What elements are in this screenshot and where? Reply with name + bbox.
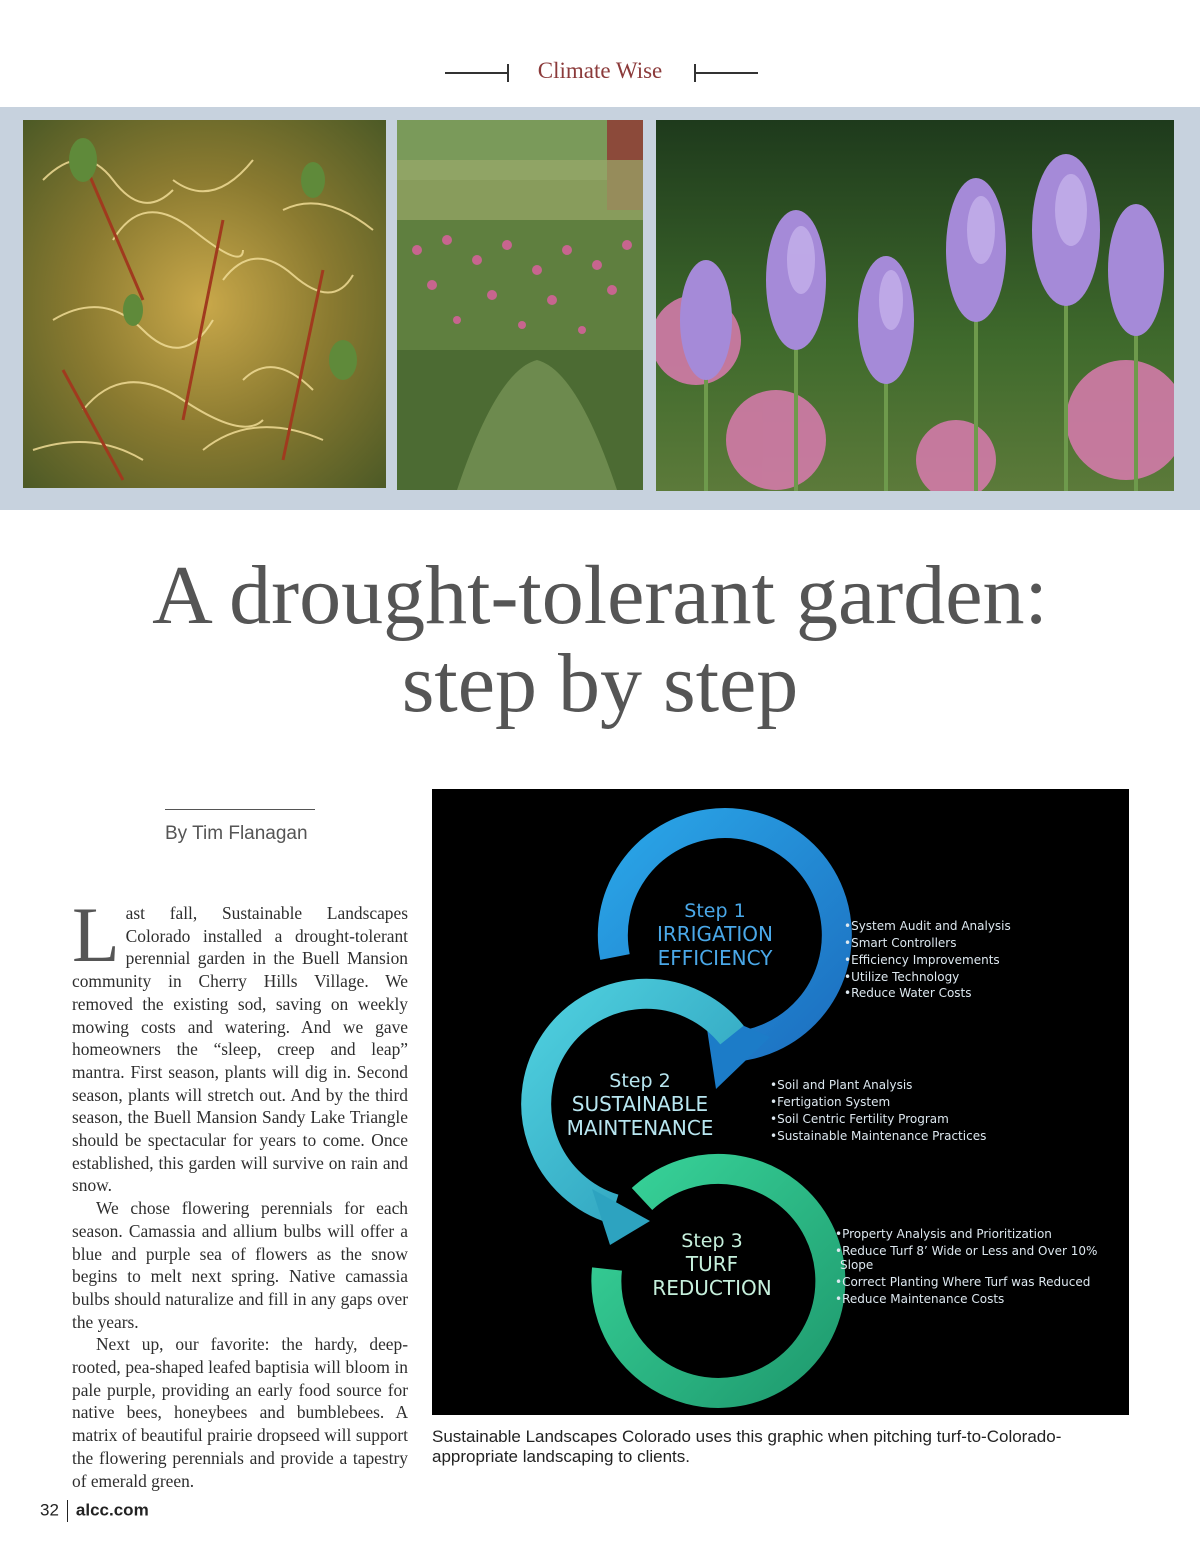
footer-divider bbox=[67, 1500, 68, 1522]
step-2-label: Step 2 bbox=[609, 1070, 671, 1092]
step-1-bullet: •System Audit and Analysis bbox=[844, 919, 1011, 933]
step-2-bullet: •Soil and Plant Analysis bbox=[770, 1078, 913, 1092]
step-1-bullet: •Smart Controllers bbox=[844, 936, 957, 950]
coneflower-garden-photo bbox=[397, 120, 643, 490]
drop-cap: L bbox=[72, 891, 120, 978]
seed-plumes-photo bbox=[23, 120, 386, 488]
paragraph-1 bbox=[72, 891, 408, 1197]
step-3-title-2: REDUCTION bbox=[652, 1276, 772, 1300]
paragraph-3: Next up, our favorite: the hardy, deep-rooted, pea-shaped leafed baptisia will bloom in pale purple, providing an early food source for native bees, honeybees and bumblebees. A matrix of beautiful prairie dropseed will support the flowering perennials and provide a tapestry of emerald green. bbox=[72, 1334, 408, 1491]
article-body bbox=[72, 891, 408, 1492]
article-title bbox=[0, 549, 1200, 730]
title-line-1: A drought-tolerant garden: bbox=[152, 549, 1048, 642]
step-2-bullet: •Soil Centric Fertility Program bbox=[770, 1112, 949, 1126]
step-1-title-2: EFFICIENCY bbox=[657, 946, 773, 970]
section-header bbox=[0, 56, 1200, 90]
step-3-bullet: •Correct Planting Where Turf was Reduced bbox=[835, 1275, 1091, 1289]
header-rule-left bbox=[445, 72, 509, 74]
step-3-title-1: TURF bbox=[685, 1252, 739, 1276]
step-1-bullet: •Utilize Technology bbox=[844, 970, 960, 984]
step-1-label: Step 1 bbox=[684, 900, 746, 922]
paragraph-1-text: ast fall, Sustainable Landscapes Colorado installed a drought-tolerant perennial garden in the Buell Mansion community in Cherry Hills Village. We removed the existing sod, saving on weekly mowing costs and watering. And we gave homeowners the “sleep, creep and leap” mantra. First season, plants will dig in. Second season, plants will stretch out. And by the third season, the Buell Mansion Sandy Lake Triangle should be spectacular for years to come. Once established, this garden will survive on rain and snow. bbox=[72, 903, 408, 1196]
page-footer bbox=[40, 1500, 149, 1522]
step-1-bullet: •Reduce Water Costs bbox=[844, 986, 972, 1000]
process-graphic bbox=[432, 789, 1129, 1415]
camassia-flowers-photo bbox=[656, 120, 1174, 491]
graphic-caption: Sustainable Landscapes Colorado uses this graphic when pitching turf-to-Colorado-appropriate landscaping to clients. bbox=[432, 1427, 1062, 1466]
page-number: 32 bbox=[40, 1500, 59, 1520]
step-3-label: Step 3 bbox=[681, 1230, 743, 1252]
title-line-2: step by step bbox=[401, 637, 799, 730]
byline: By Tim Flanagan bbox=[165, 823, 308, 844]
paragraph-2: We chose flowering perennials for each season. Camassia and allium bulbs will offer a blue and purple sea of flowers as the snow begins to melt next spring. Native camassia bulbs should naturalize and fill in any gaps over the years. bbox=[72, 1198, 408, 1332]
byline-rule bbox=[165, 809, 315, 810]
step-1-bullet: •Efficiency Improvements bbox=[844, 953, 1000, 967]
step-2-title-1: SUSTAINABLE bbox=[571, 1092, 709, 1116]
header-rule-right bbox=[694, 72, 758, 74]
step-2-title-2: MAINTENANCE bbox=[566, 1116, 714, 1140]
photo-band bbox=[0, 107, 1200, 510]
step-1-title-1: IRRIGATION bbox=[656, 922, 774, 946]
step-3-bullet: •Property Analysis and Prioritization bbox=[835, 1227, 1052, 1241]
site-link[interactable]: alcc.com bbox=[75, 1500, 149, 1520]
step-2-bullet: •Sustainable Maintenance Practices bbox=[770, 1129, 987, 1143]
step-3-bullet: Slope bbox=[840, 1258, 874, 1272]
step-3-bullet: •Reduce Maintenance Costs bbox=[835, 1292, 1005, 1306]
step-2-bullet: •Fertigation System bbox=[770, 1095, 891, 1109]
step-3-bullet: •Reduce Turf 8’ Wide or Less and Over 10% bbox=[835, 1244, 1098, 1258]
section-label: Climate Wise bbox=[537, 58, 663, 83]
